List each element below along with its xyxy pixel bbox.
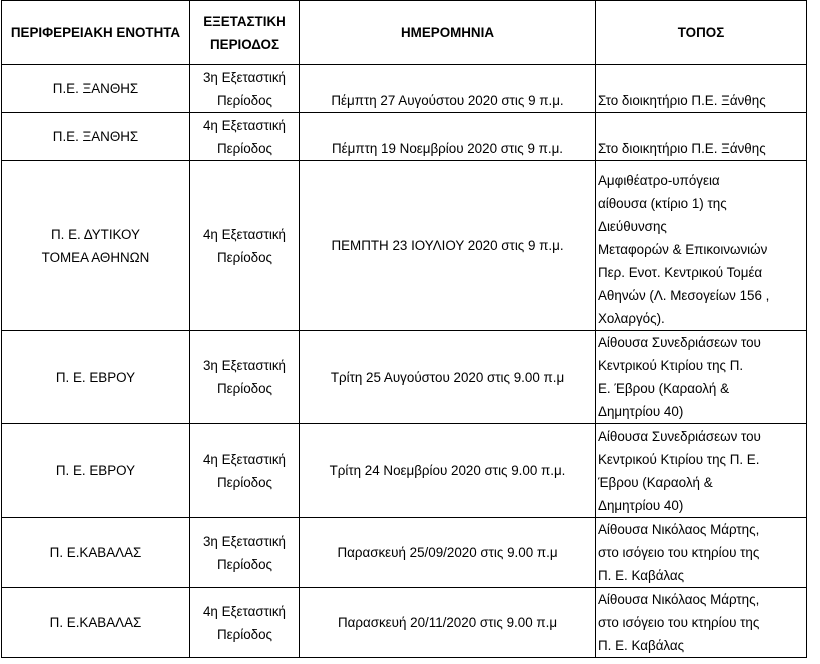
table-row — [2, 161, 807, 331]
period-cell-line: Περίοδος — [216, 474, 273, 490]
region-cell-line: Π.Ε. ΞΑΝΘΗΣ — [52, 129, 139, 144]
place-cell-line: Έβρου (Καραολή & — [598, 475, 713, 490]
table-row — [2, 113, 807, 161]
header-row — [2, 1, 807, 65]
place-cell-line: Ε. Έβρου (Καραολή & — [598, 381, 729, 396]
region-cell — [2, 588, 190, 658]
period-cell-line: 4η Εξεταστική — [202, 603, 287, 619]
table-row — [2, 331, 807, 424]
region-cell-line: Π. Ε. ΕΒΡΟΥ — [55, 463, 136, 478]
place-cell-line: στο ισόγειο του κτηρίου της — [598, 615, 760, 630]
period-cell-line: 3η Εξεταστική — [202, 358, 287, 373]
place-cell-line: Δημητρίου 40) — [598, 498, 684, 513]
place-cell-line: Αμφιθέατρο-υπόγεια — [598, 173, 720, 188]
place-cell-line: Μεταφορών & Επικοινωνιών — [598, 242, 768, 257]
place-cell-line: Στο διοικητήριο Π.Ε. Ξάνθης — [598, 141, 766, 156]
place-cell-line: Στο διοικητήριο Π.Ε. Ξάνθης — [598, 93, 766, 108]
period-cell — [190, 588, 300, 658]
table-row — [2, 424, 807, 518]
place-cell — [596, 424, 807, 518]
region-cell-line: Π.Ε. ΞΑΝΘΗΣ — [52, 81, 139, 96]
header-period-line2: ΠΕΡΙΟΔΟΣ — [209, 36, 280, 52]
date-cell: Τρίτη 24 Νοεμβρίου 2020 στις 9.00 π.μ. — [300, 424, 596, 518]
header-period-line1: ΕΞΕΤΑΣΤΙΚΗ — [203, 13, 286, 29]
period-cell — [190, 65, 300, 113]
place-cell-line: αίθουσα (κτίριο 1) της — [598, 196, 727, 211]
period-cell-line: 4η Εξεταστική — [202, 451, 287, 467]
period-cell-line: 4η Εξεταστική — [202, 118, 287, 133]
region-cell — [2, 161, 190, 331]
place-cell-line: Αίθουσα Νικόλαος Μάρτης, — [598, 592, 760, 607]
date-cell: Παρασκευή 20/11/2020 στις 9.00 π.μ — [300, 588, 596, 658]
region-cell-line: Π. Ε.ΚΑΒΑΛΑΣ — [49, 545, 142, 560]
period-cell-line: Περίοδος — [216, 556, 273, 572]
place-cell-line: Αθηνών (Λ. Μεσογείων 156 , — [598, 288, 770, 303]
region-cell — [2, 113, 190, 161]
region-cell-line: Π. Ε. ΕΒΡΟΥ — [55, 369, 136, 385]
place-cell — [596, 518, 807, 588]
region-cell-line: Π. Ε.ΚΑΒΑΛΑΣ — [49, 615, 142, 630]
place-cell-line: Αίθουσα Συνεδριάσεων του — [598, 429, 761, 444]
period-cell — [190, 518, 300, 588]
place-cell — [596, 161, 807, 331]
period-cell-line: Περίοδος — [216, 141, 273, 156]
place-cell-line: Κεντρικού Κτιρίου της Π. Ε. — [598, 452, 760, 467]
period-cell-line: Περίοδος — [216, 381, 273, 396]
place-cell — [596, 331, 807, 424]
place-cell-line: Π. Ε. Καβάλας — [598, 638, 685, 653]
place-cell-line: Διεύθυνσης — [598, 219, 667, 234]
period-cell-line: Περίοδος — [216, 626, 273, 642]
place-cell-line: Π. Ε. Καβάλας — [598, 568, 685, 583]
period-cell-line: 4η Εξεταστική — [202, 226, 287, 242]
period-cell — [190, 161, 300, 331]
table-row — [2, 518, 807, 588]
period-cell — [190, 331, 300, 424]
place-cell — [596, 113, 807, 161]
place-cell-line: Αίθουσα Συνεδριάσεων του — [598, 335, 761, 350]
date-cell: ΠΕΜΠΤΗ 23 ΙΟΥΛΙΟΥ 2020 στις 9 π.μ. — [300, 161, 596, 331]
region-cell — [2, 331, 190, 424]
period-cell-line: 3η Εξεταστική — [202, 533, 287, 549]
period-cell-line: Περίοδος — [216, 93, 273, 108]
region-cell — [2, 65, 190, 113]
place-cell — [596, 65, 807, 113]
place-cell-line: Δημητρίου 40) — [598, 404, 684, 419]
period-cell — [190, 424, 300, 518]
date-cell: Παρασκευή 25/09/2020 στις 9.00 π.μ — [300, 518, 596, 588]
header-date: ΗΜΕΡΟΜΗΝΙΑ — [300, 1, 596, 65]
place-cell — [596, 588, 807, 658]
table-row — [2, 65, 807, 113]
region-cell — [2, 518, 190, 588]
region-cell-line: Π. Ε. ΔΥΤΙΚΟΥ — [51, 226, 140, 242]
header-period — [190, 1, 300, 65]
exam-schedule-table — [1, 0, 807, 658]
period-cell-line: 3η Εξεταστική — [202, 70, 287, 85]
region-cell-line: ΤΟΜΕΑ ΑΘΗΝΩΝ — [41, 249, 150, 265]
region-cell — [2, 424, 190, 518]
period-cell — [190, 113, 300, 161]
place-cell-line: Κεντρικού Κτιρίου της Π. — [598, 358, 744, 373]
table-row — [2, 588, 807, 658]
place-cell-line: στο ισόγειο του κτηρίου της — [598, 545, 760, 560]
place-cell-line: Χολαργός). — [598, 311, 665, 326]
header-place: ΤΟΠΟΣ — [596, 1, 807, 65]
place-cell-line: Αίθουσα Νικόλαος Μάρτης, — [598, 522, 760, 537]
period-cell-line: Περίοδος — [216, 249, 273, 265]
header-region: ΠΕΡΙΦΕΡΕΙΑΚΗ ΕΝΟΤΗΤΑ — [2, 1, 190, 65]
date-cell: Πέμπτη 27 Αυγούστου 2020 στις 9 π.μ. — [300, 65, 596, 113]
date-cell: Πέμπτη 19 Νοεμβρίου 2020 στις 9 π.μ. — [300, 113, 596, 161]
date-cell: Τρίτη 25 Αυγούστου 2020 στις 9.00 π.μ — [300, 331, 596, 424]
place-cell-line: Περ. Ενοτ. Κεντρικού Τομέα — [598, 265, 763, 280]
